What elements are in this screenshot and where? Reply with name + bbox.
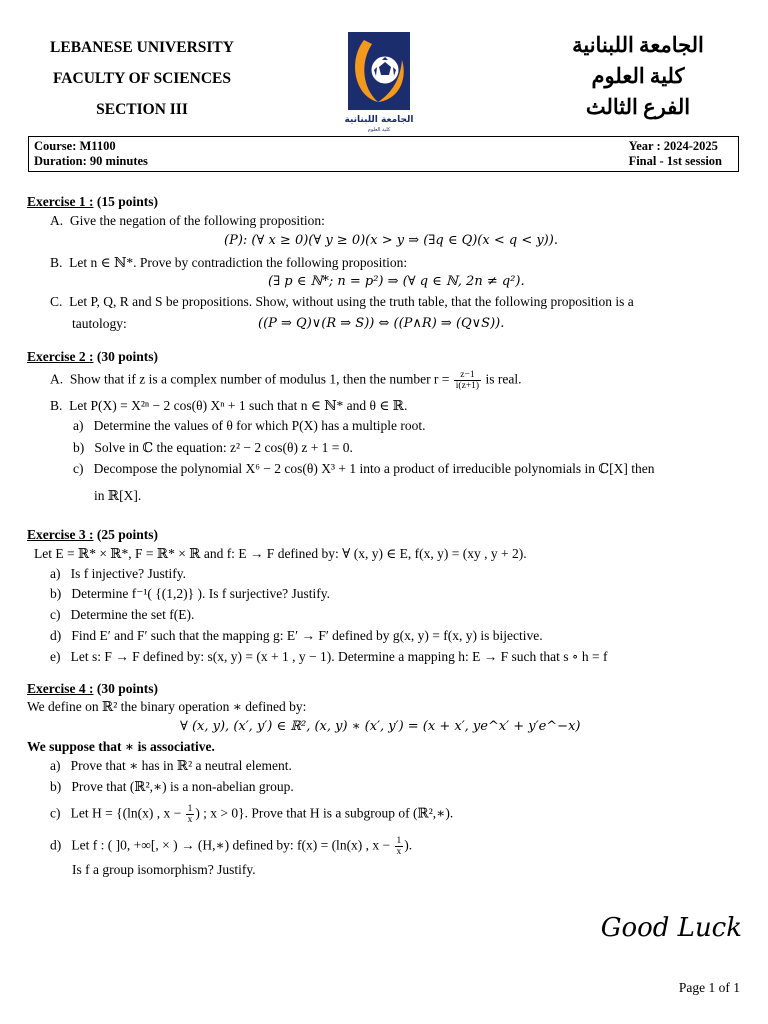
ex4-a: a) Prove that ∗ has in ℝ² a neutral element. [50, 758, 292, 773]
ex1-c: C. Let P, Q, R and S be propositions. Show, without using the truth table, that the following proposition is a [50, 294, 634, 309]
ex3-d: d) Find E′ and F′ such that the mapping g: E′ → F′ defined by g(x, y) = f(x, y) is bijective. [50, 628, 543, 643]
logo-subcaption: كلية العلوم [367, 127, 391, 133]
university-name-arabic [548, 30, 728, 123]
university-name-english [18, 32, 266, 125]
ex2-b-a: a) Determine the values of θ for which P(X) has a multiple root. [73, 418, 426, 433]
ex3-e: e) Let s: F → F defined by: s(x, y) = (x + 1 , y − 1). Determine a mapping h: E → F such that s ∘ h = f [50, 649, 608, 664]
ex2-b-b: b) Solve in ℂ the equation: z² − 2 cos(θ) z + 1 = 0. [73, 440, 353, 455]
page-number: Page 1 of 1 [678, 980, 740, 995]
exercise-3-title: Exercise 3 : (25 points) [27, 527, 158, 542]
ex2-b: B. Let P(X) = X²ⁿ − 2 cos(θ) Xⁿ + 1 such that n ∈ ℕ* and θ ∈ ℝ. [50, 398, 408, 413]
ex1-b-formula: (∃ p ∈ ℕ*; n = p²) ⇒ (∀ q ∈ ℕ, 2n ≠ q²). [268, 274, 525, 289]
ex4-intro: We define on ℝ² the binary operation ∗ defined by: [27, 699, 307, 714]
ex3-c: c) Determine the set f(E). [50, 607, 195, 622]
arabic-section-line: الفرع الثالث [585, 95, 691, 119]
section-line: SECTION III [96, 101, 188, 118]
ex2-fraction: $\frac{z-1}{i(z+1)}$ [455, 370, 480, 391]
exercise-1-title: Exercise 1 : (15 points) [27, 194, 158, 209]
ex3-a: a) Is f injective? Justify. [50, 566, 186, 581]
ex1-a-formula: (P): (∀ x ≥ 0)(∀ y ≥ 0)(x > y ⇒ (∃q ∈ Q)(x < q < y)). [224, 233, 558, 248]
ex2-b-c: c) Decompose the polynomial X⁶ − 2 cos(θ) X³ + 1 into a product of irreducible polynomials in ℂ[X] then [73, 461, 655, 476]
ex4-d-fraction: $\frac{1}{x}$ [396, 836, 402, 857]
exercise-4-title: Exercise 4 : (30 points) [27, 681, 158, 696]
session-label: Final - 1st session [628, 154, 722, 168]
ex1-c-formula: ((P ⇒ Q)∨(R ⇒ S)) ⇔ ((P∧R) ⇒ (Q∨S)). [258, 316, 505, 331]
ex1-c-line2: tautology: [72, 316, 127, 331]
ex4-b: b) Prove that (ℝ²,∗) is a non-abelian group. [50, 779, 294, 794]
ex1-b: B. Let n ∈ ℕ*. Prove by contradiction the following proposition: [50, 255, 408, 270]
university-line: LEBANESE UNIVERSITY [50, 39, 234, 56]
ex4-assumption: We suppose that ∗ is associative. [27, 739, 215, 754]
ex4-c-fraction: $\frac{1}{x}$ [187, 804, 193, 825]
course-info-box [28, 136, 739, 172]
ex2-a: A. Show that if z is a complex number of modulus 1, then the number r = $\frac{z-1}{i(z+1)}$ is real. [50, 370, 522, 391]
ex4-definition-formula: ∀ (x, y), (x′, y′) ∈ ℝ², (x, y) ∗ (x′, y′) = (x + x′, ye^x′ + y′e^−x) [180, 719, 581, 734]
course-label: Course: M1100 [34, 139, 116, 153]
ex3-b: b) Determine f⁻¹( {(1,2)} ). Is f surjective? Justify. [50, 586, 331, 601]
logo-caption: الجامعة اللبنانية [344, 115, 414, 125]
exercise-2-title: Exercise 2 : (30 points) [27, 349, 158, 364]
ex4-d-line2: Is f a group isomorphism? Justify. [72, 862, 256, 877]
arabic-faculty-line: كلية العلوم [591, 64, 685, 88]
ex4-c: c) Let H = {(ln(x) , x − $\frac{1}{x}$ ) ; x > 0}. Prove that H is a subgroup of (ℝ²,∗). [50, 804, 454, 825]
duration-label: Duration: 90 minutes [34, 154, 148, 168]
arabic-university-line: الجامعة اللبنانية [572, 33, 704, 57]
good-luck-signature: Good Luck [600, 913, 742, 943]
faculty-line: FACULTY OF SCIENCES [52, 70, 231, 87]
ex1-a: A. Give the negation of the following proposition: [50, 213, 325, 228]
ex2-b-c-line2: in ℝ[X]. [94, 488, 142, 503]
ex4-d: d) Let f : ( ]0, +∞[, × ) → (H,∗) defined by: f(x) = (ln(x) , x − $\frac{1}{x}$ ). [50, 836, 413, 857]
university-logo [338, 30, 420, 134]
ex3-intro: Let E = ℝ* × ℝ*, F = ℝ* × ℝ and f: E → F defined by: ∀ (x, y) ∈ E, f(x, y) = (xy , y + 2). [34, 546, 527, 561]
year-label: Year : 2024-2025 [628, 139, 718, 153]
